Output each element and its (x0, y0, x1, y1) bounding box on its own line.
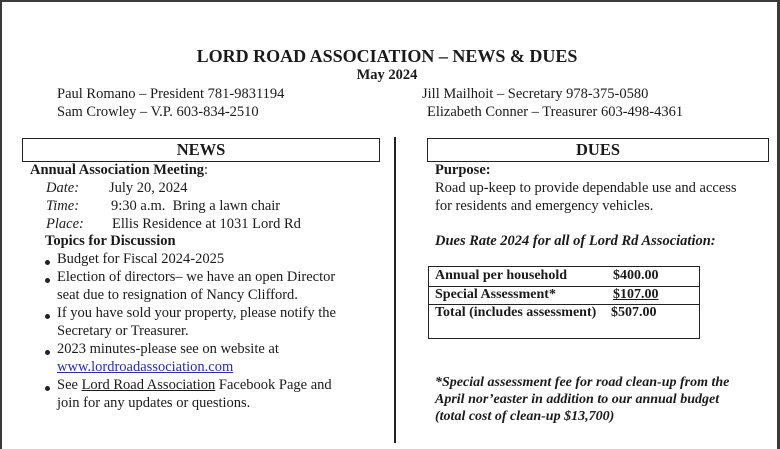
window-frame-top (0, 0, 780, 2)
dues-label: Special Assessment* (435, 287, 556, 302)
bullet-icon (45, 386, 50, 391)
topic-item-election-line1: Election of directors– we have an open Director (57, 269, 336, 285)
dues-row-annual (429, 267, 699, 285)
date-value: July 20, 2024 (109, 180, 188, 196)
footnote-line1: *Special assessment fee for road clean-up from the (435, 375, 730, 390)
website-link[interactable]: www.lordroadassociation.com (57, 359, 234, 375)
place-value: Ellis Residence at 1031 Lord Rd (112, 216, 301, 232)
officer-vp: Sam Crowley – V.P. 603-834-2510 (57, 104, 259, 120)
meeting-title: Annual Association Meeting: (30, 162, 209, 178)
place-label: Place: (46, 216, 84, 232)
bullet-icon (45, 278, 50, 283)
dues-amount: $107.00 (613, 287, 659, 302)
topic-item-facebook: See Lord Road Association Facebook Page and (57, 377, 332, 393)
column-divider (394, 137, 396, 443)
bullet-icon (45, 314, 50, 319)
date-label: Date: (46, 180, 80, 196)
time-label: Time: (46, 198, 80, 214)
officer-president: Paul Romano – President 781-9831194 (57, 86, 285, 102)
topic-item-election-line2: seat due to resignation of Nancy Clifford. (57, 287, 298, 303)
news-heading: NEWS (22, 138, 380, 162)
topic-item-minutes: 2023 minutes-please see on website at (57, 341, 279, 357)
dues-row-total (429, 304, 699, 322)
topic-item-budget: Budget for Fiscal 2024-2025 (57, 251, 225, 267)
rate-heading: Dues Rate 2024 for all of Lord Rd Association: (435, 233, 716, 249)
dues-table (428, 266, 700, 339)
time-value: 9:30 a.m. Bring a lawn chair (111, 198, 281, 214)
facebook-page-link[interactable]: Lord Road Association (81, 377, 216, 393)
officer-treasurer: Elizabeth Conner – Treasurer 603-498-4361 (427, 104, 684, 120)
bullet-icon (45, 260, 50, 265)
topics-heading: Topics for Discussion (45, 233, 176, 249)
dues-row-special (429, 286, 699, 304)
page-date: May 2024 (356, 67, 418, 83)
bullet-icon (45, 350, 50, 355)
dues-amount: $507.00 (611, 305, 657, 320)
dues-heading: DUES (427, 138, 769, 162)
dues-label: Total (includes assessment) (435, 305, 597, 320)
purpose-line2: for residents and emergency vehicles. (435, 198, 654, 214)
topic-item-property-line1: If you have sold your property, please notify the (57, 305, 336, 321)
purpose-label: Purpose: (435, 162, 491, 178)
topic-item-facebook-line2: join for any updates or questions. (57, 395, 251, 411)
purpose-line1: Road up-keep to provide dependable use and access (435, 180, 737, 196)
page-title: LORD ROAD ASSOCIATION – NEWS & DUES (196, 46, 578, 66)
topic-item-property-line2: Secretary or Treasurer. (57, 323, 189, 339)
footnote-line2: April nor’easter in addition to our annual budget (435, 392, 720, 407)
dues-label: Annual per household (435, 268, 568, 283)
dues-amount: $400.00 (613, 268, 659, 283)
footnote-line3: (total cost of clean-up $13,700) (435, 409, 615, 424)
officer-secretary: Jill Mailhoit – Secretary 978-375-0580 (422, 86, 649, 102)
